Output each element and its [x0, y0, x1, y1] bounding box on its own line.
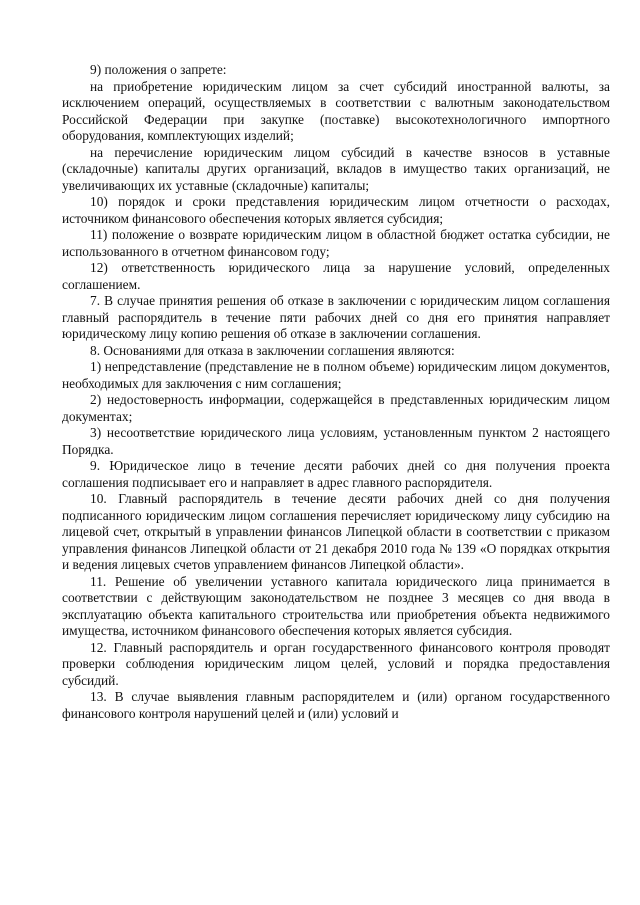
section-9-signing: 9. Юридическое лицо в течение десяти рабочих дней со дня получения проекта соглашения подписывает его и направляет в адрес главного распорядителя.	[62, 458, 610, 490]
section-12-inspections: 12. Главный распорядитель и орган государственного финансового контроля проводят проверки соблюдения юридическим лицом целей, условий и порядка предоставления субсидий.	[62, 639, 610, 688]
clause-9-ban-currency: на приобретение юридическим лицом за счет субсидий иностранной валюты, за исключением операций, осуществляемых в соответствии с валютным законодательством Российской Федерации при закупке (поставке) высокотехнологичного импортного оборудования, комплектующих изделий;	[62, 78, 610, 143]
section-8-refusal-grounds: 8. Основаниями для отказа в заключении соглашения являются:	[90, 342, 455, 358]
clause-10-reporting: 10) порядок и сроки представления юридическим лицом отчетности о расходах, источником финансового обеспечения которых является субсидия;	[62, 194, 610, 226]
clause-9-ban-heading: 9) положения о запрете:	[90, 62, 227, 77]
section-10-transfer: 10. Главный распорядитель в течение десяти рабочих дней со дня получения подписанного юридическим лицом соглашения перечисляет юридическому лицу субсидию на лицевой счет, открытый в управлении финансов Липецкой области в соответствии с приказом управления финансов Липецкой области от 21 декабря 2010 года № 139 «О порядках открытия и ведения лицевых счетов управлением финансов Липецкой области».	[62, 491, 610, 572]
section-7-refusal-decision: 7. В случае принятия решения об отказе в заключении с юридическим лицом соглашения главный распорядитель в течение пяти рабочих дней со дня его принятия направляет юридическому лицу копию решения об отказе в заключении соглашения.	[62, 293, 610, 341]
ground-3-noncompliance: 3) несоответствие юридического лица условиям, установленным пунктом 2 настоящего Порядка.	[62, 425, 610, 457]
ground-2-false-information: 2) недостоверность информации, содержащейся в представленных юридическим лицом документах;	[62, 392, 610, 424]
ground-1-missing-documents: 1) непредставление (представление не в полном объеме) юридическим лицом документов, необходимых для заключения с ним соглашения;	[62, 359, 610, 391]
section-11-capital-increase: 11. Решение об увеличении уставного капитала юридического лица принимается в соответствии с действующим законодательством не позднее 3 месяцев со дня ввода в эксплуатацию объекта капитального строительства или приобретения объекта недвижимого имущества, источником финансового обеспечения которых является субсидия.	[62, 573, 610, 638]
document-page	[62, 62, 610, 722]
section-13-violations: 13. В случае выявления главным распорядителем и (или) органом государственного финансового контроля нарушений целей и (или) условий и	[62, 689, 610, 721]
clause-12-liability: 12) ответственность юридического лица за нарушение условий, определенных соглашением.	[62, 260, 610, 292]
clause-9-ban-capital-contributions: на перечисление юридическим лицом субсидий в качестве взносов в уставные (складочные) капиталы других организаций, вкладов в имущество таких организаций, не увеличивающих их уставные (складочные) капиталы;	[62, 144, 610, 193]
clause-11-refund: 11) положение о возврате юридическим лицом в областной бюджет остатка субсидии, не использованного в отчетном финансовом году;	[62, 227, 610, 259]
